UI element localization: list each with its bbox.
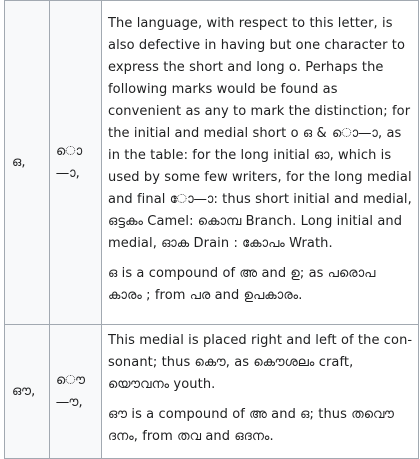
description-paragraph: This medial is placed right and left of the con- sonant; thus കൌ, as കൌശലം craft, യൌവനം youth. (108, 333, 413, 392)
letter-cell: ഔ, (5, 325, 50, 459)
letter-cell: ഒ, (5, 1, 50, 325)
medial-sign-cell: ൊ—ാ, (50, 1, 102, 325)
description-cell (102, 1, 419, 325)
compound-note: ഒ is a compound of അ and ഉ; as പരൊപ കാരം ; from പര and ഉപകാരം. (108, 266, 376, 303)
compound-note: ഔ is a compound of അ and ഒ; thus തവൌ ദനം, from തവ and ഒദനം. (108, 407, 394, 444)
table-row (5, 1, 419, 325)
medial-sign-cell: ൌ—ൗ, (50, 325, 102, 459)
description-paragraph: The language, with respect to this letter, is also defective in having but one character to express the short and long o. Perhaps the following marks would be found as convenient as any to mark the distinction; for the initial and medial short o ഒ & ൊ—ാ, as in the table: for the long initial ഓ, which is used by some few writers, for the long medial and final ോ—ാ: thus short initial and medial, ഒട്ടകം Camel: കൊമ്പ Branch. Long initial and medial, ഓക Drain : കോപം Wrath. (108, 16, 412, 251)
description-cell (102, 325, 419, 459)
characters-table (4, 0, 419, 459)
table-row (5, 325, 419, 459)
